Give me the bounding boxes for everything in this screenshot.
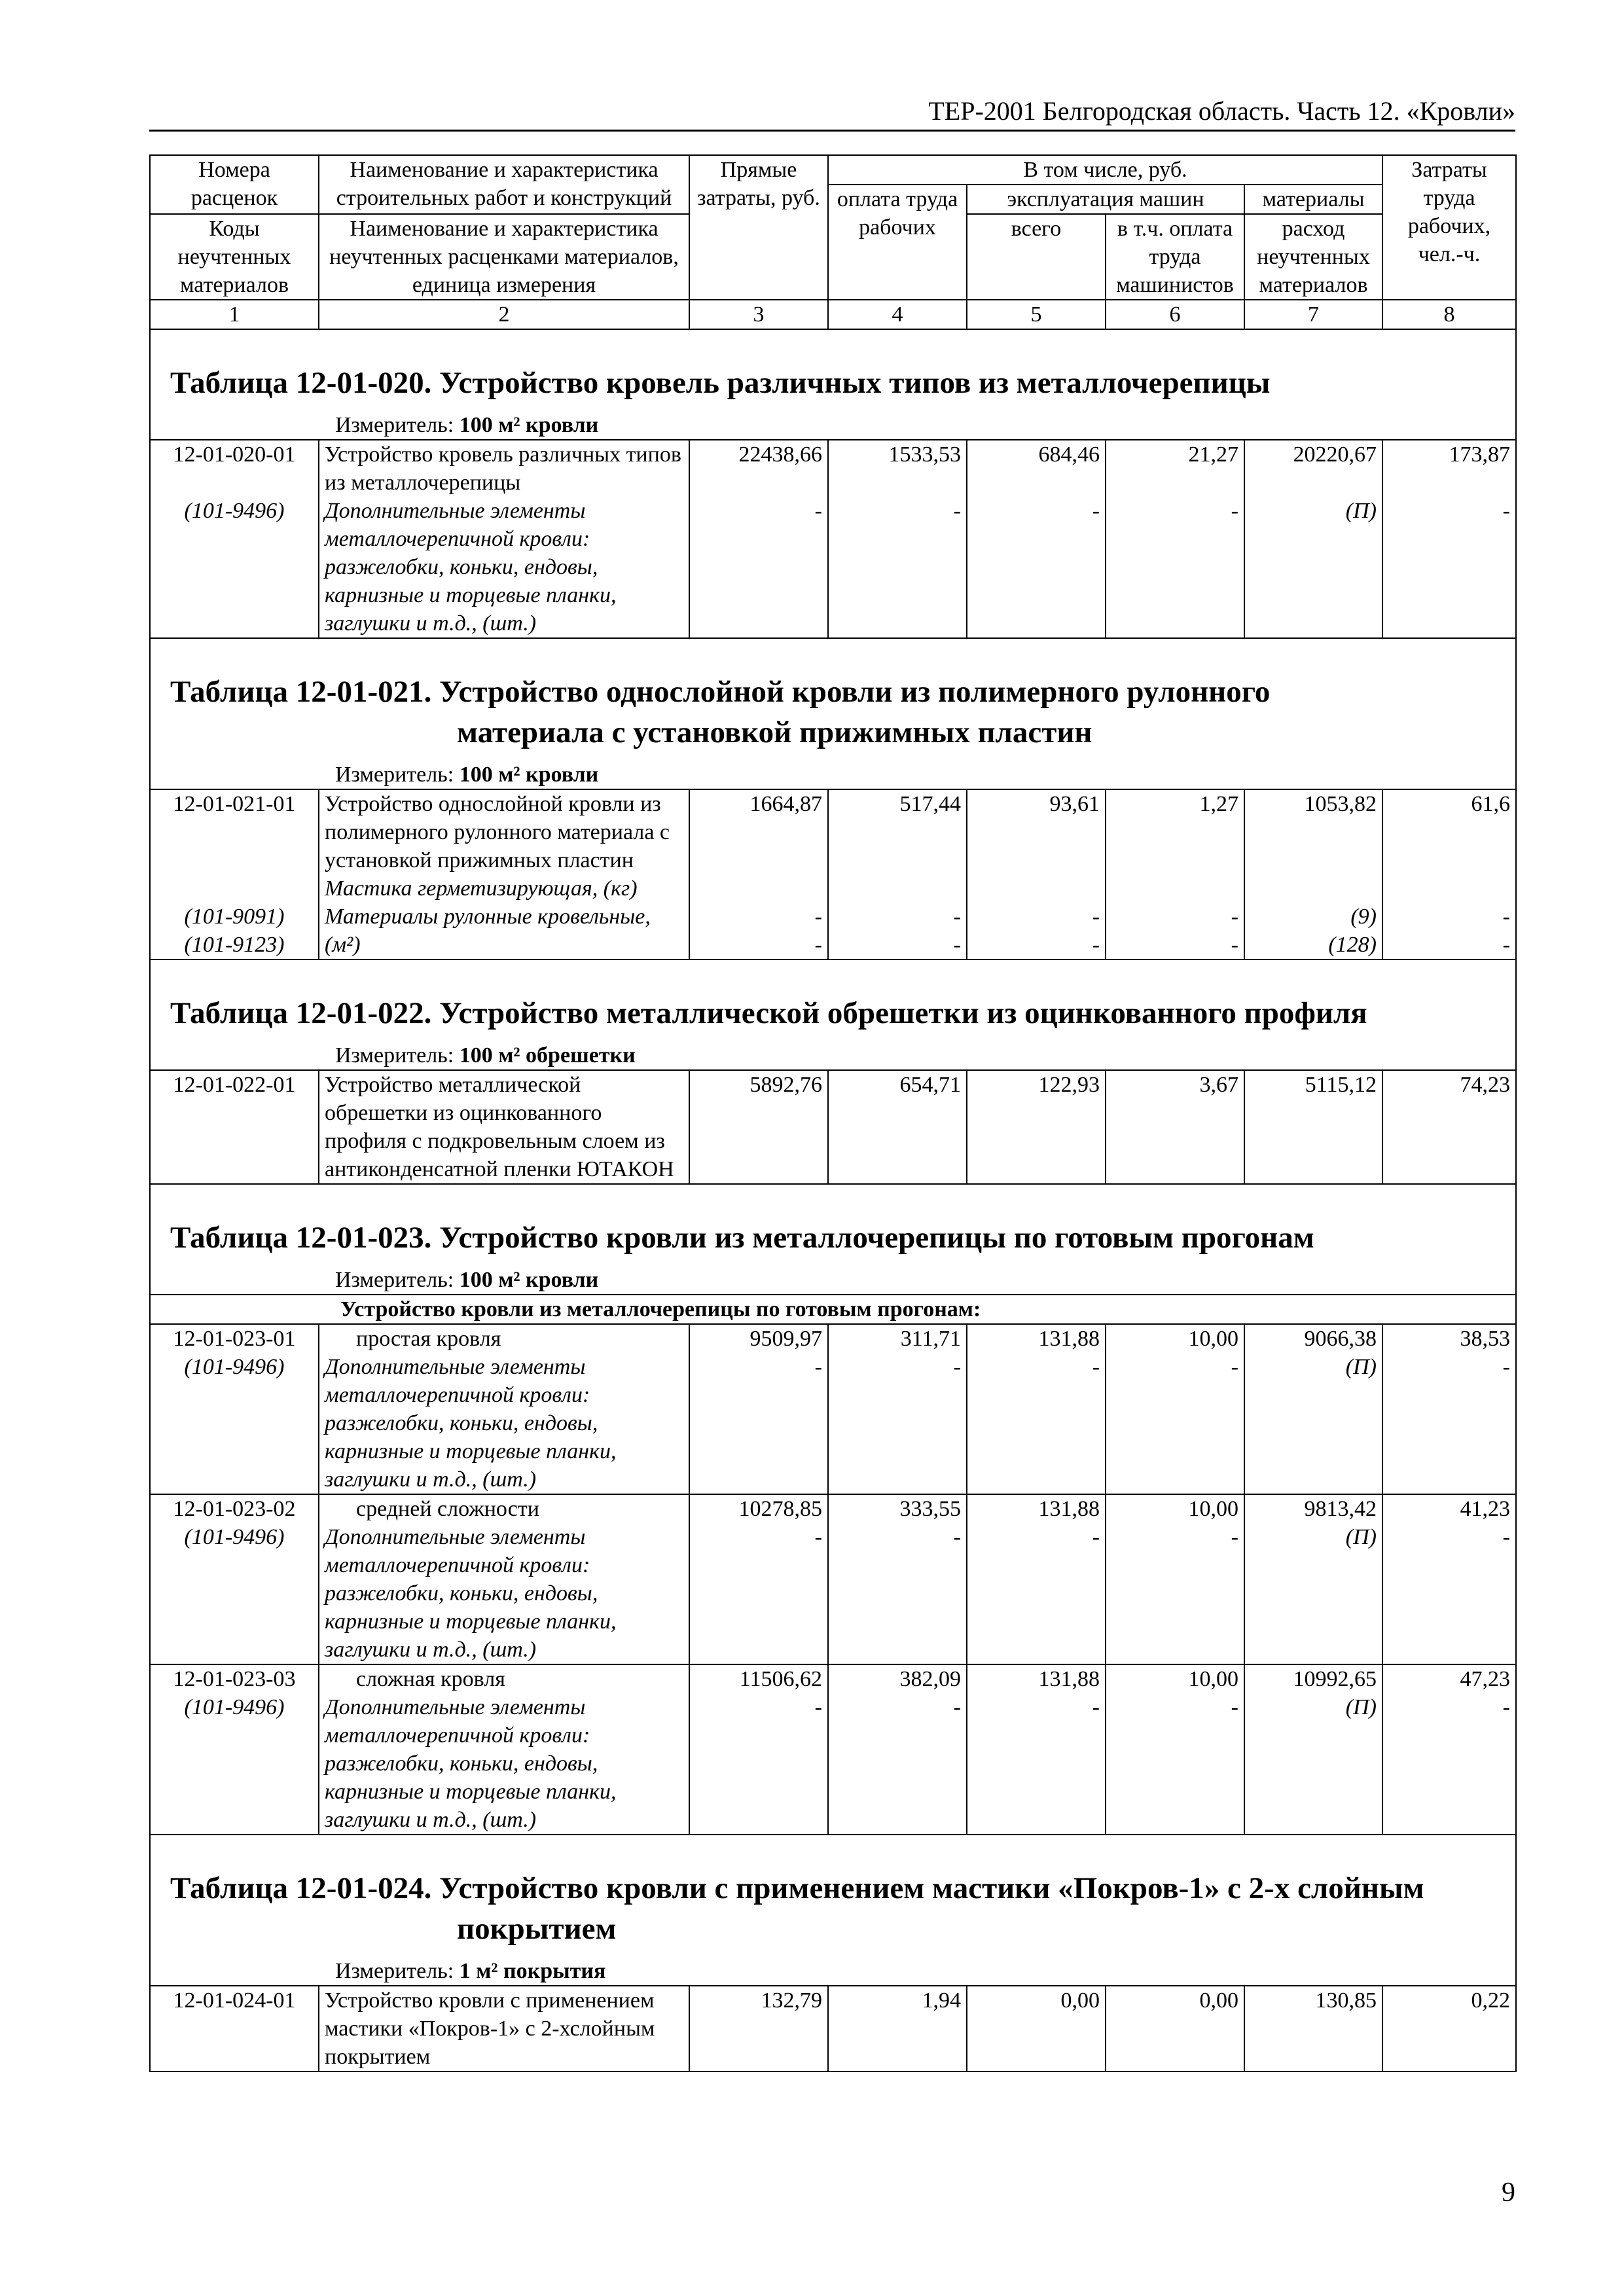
cell-value: 10,00 xyxy=(1188,1667,1238,1691)
row-name xyxy=(319,1494,689,1664)
row-code xyxy=(150,789,319,960)
price-table xyxy=(149,154,1517,2072)
subheading: Устройство кровли из металлочерепицы по готовым прогонам: xyxy=(150,1295,1516,1324)
cell-value: 9509,97 xyxy=(749,1327,822,1351)
direct-cost-cell xyxy=(689,440,828,638)
meter-value: 100 м² обрешетки xyxy=(459,1043,636,1067)
section-header xyxy=(150,329,1516,440)
cell-value: - xyxy=(814,905,822,929)
cell-value: - xyxy=(1502,933,1510,957)
rate-name: сложная кровля xyxy=(356,1667,505,1691)
column-number: 8 xyxy=(1382,300,1516,329)
direct-cost-cell xyxy=(689,1324,828,1494)
column-number-row xyxy=(150,300,1516,329)
machinist-wage-cell xyxy=(1106,789,1244,960)
col3-header: Прямые затраты, руб. xyxy=(689,155,828,300)
labor-hours-cell xyxy=(1382,1664,1516,1835)
section-title: Таблица 12-01-023. Устройство кровли из металлочерепицы по готовым прогонам xyxy=(170,1221,1314,1255)
machines-total-cell xyxy=(967,440,1106,638)
cell-value: - xyxy=(1231,1525,1238,1549)
cell-value: - xyxy=(1231,1355,1238,1379)
materials-cell xyxy=(1244,1664,1382,1835)
column-number: 2 xyxy=(319,300,689,329)
labor-hours-cell: 74,23 xyxy=(1382,1070,1516,1184)
machines-total-cell xyxy=(967,789,1106,960)
material-code: (101-9091) xyxy=(184,905,285,929)
material-name: Дополнительные элементы металлочерепичной кровли: разжелобки, коньки, ендовы, карнизные и торцевые планки, заглушки и т.д., (шт.) xyxy=(325,1525,617,1662)
cell-value: 9813,42 xyxy=(1304,1497,1377,1521)
cell-value: 21,27 xyxy=(1188,442,1238,467)
running-header: ТЕР-2001 Белгородская область. Часть 12. «Кровли» xyxy=(928,96,1515,126)
cell-value: - xyxy=(814,1355,822,1379)
column-number: 6 xyxy=(1106,300,1244,329)
cell-value: - xyxy=(814,499,822,523)
cell-value: (П) xyxy=(1345,499,1377,523)
meter-label: Измеритель: xyxy=(335,413,454,437)
direct-cost-cell: 132,79 xyxy=(689,1986,828,2072)
meter-value: 100 м² кровли xyxy=(459,762,599,787)
cell-value: - xyxy=(814,1525,822,1549)
cell-value: (9) xyxy=(1350,905,1377,929)
cell-value: - xyxy=(1231,905,1238,929)
material-code: (101-9496) xyxy=(184,1525,285,1549)
rate-name: простая кровля xyxy=(356,1327,501,1351)
material-code: (101-9496) xyxy=(184,1695,285,1719)
material-code: (101-9496) xyxy=(184,499,285,523)
col2-header-top: Наименование и характеристика строительных работ и конструкций xyxy=(319,155,689,214)
material-name: Дополнительные элементы металлочерепичной кровли: разжелобки, коньки, ендовы, карнизные и торцевые планки, заглушки и т.д., (шт.) xyxy=(325,1355,617,1492)
table-row xyxy=(150,1324,1516,1494)
cell-value: 93,61 xyxy=(1049,792,1100,816)
cell-value: 173,87 xyxy=(1449,442,1510,467)
col6-header: в т.ч. оплата труда машинистов xyxy=(1106,214,1244,300)
rate-code: 12-01-023-02 xyxy=(173,1497,296,1521)
section-header xyxy=(150,638,1516,789)
labor-wage-cell: 654,71 xyxy=(828,1070,967,1184)
cell-value: - xyxy=(1092,905,1100,929)
direct-cost-cell xyxy=(689,1494,828,1664)
header-rule xyxy=(149,130,1515,132)
rate-code: 12-01-023-01 xyxy=(173,1327,296,1351)
materials-cell xyxy=(1244,1494,1382,1664)
machinist-wage-cell: 0,00 xyxy=(1106,1986,1244,2072)
material-code: (101-9123) xyxy=(184,933,285,957)
material-name: Дополнительные элементы металлочерепичной кровли: разжелобки, коньки, ендовы, карнизные и торцевые планки, заглушки и т.д., (шт.) xyxy=(325,1695,617,1832)
materials-cell xyxy=(1244,1324,1382,1494)
cell-value: - xyxy=(814,1695,822,1719)
cell-value: - xyxy=(953,1525,961,1549)
col1-header-top: Номера расценок xyxy=(150,155,319,214)
section-meter xyxy=(151,403,1515,439)
cell-value: - xyxy=(953,933,961,957)
section-title-line: покрытием xyxy=(457,1912,617,1946)
cell-value: - xyxy=(814,933,822,957)
labor-wage-cell xyxy=(828,1664,967,1835)
row-code xyxy=(150,1664,319,1835)
table-row xyxy=(150,1494,1516,1664)
column-number: 3 xyxy=(689,300,828,329)
cell-value: - xyxy=(1502,1355,1510,1379)
cell-value: 47,23 xyxy=(1460,1667,1510,1691)
material-code: (101-9496) xyxy=(184,1355,285,1379)
machinist-wage-cell xyxy=(1106,440,1244,638)
cell-value: 9066,38 xyxy=(1304,1327,1377,1351)
material-name: Дополнительные элементы металлочерепичной кровли: разжелобки, коньки, ендовы, карнизные и торцевые планки, заглушки и т.д., (шт.) xyxy=(325,499,617,636)
col1-header-bottom: Коды неучтенных материалов xyxy=(150,214,319,300)
cell-value: 311,71 xyxy=(900,1327,961,1351)
cell-value: 684,46 xyxy=(1038,442,1100,467)
cell-value: - xyxy=(953,905,961,929)
table-row xyxy=(150,789,1516,960)
meter-label: Измеритель: xyxy=(335,1043,454,1067)
rate-name: Устройство кровли с применением мастики «Покров-1» с 2-хслойным покрытием xyxy=(319,1986,689,2072)
section-header xyxy=(150,1835,1516,1986)
section-title-line: материала с установкой прижимных пластин xyxy=(457,715,1092,749)
machinist-wage-cell xyxy=(1106,1494,1244,1664)
section-title xyxy=(151,639,1515,753)
rate-name: Устройство кровель различных типов из металлочерепицы xyxy=(325,442,681,495)
material-name: Мастика герметизирующая, (кг) xyxy=(325,876,638,901)
cell-value: 1533,53 xyxy=(888,442,961,467)
cell-value: 10278,85 xyxy=(738,1497,822,1521)
section-meter xyxy=(151,1258,1515,1294)
col5-header: всего xyxy=(967,214,1106,300)
cell-value: - xyxy=(1502,1525,1510,1549)
labor-wage-cell xyxy=(828,440,967,638)
cell-value: 38,53 xyxy=(1460,1327,1510,1351)
table-header-row xyxy=(150,155,1516,185)
row-name xyxy=(319,1324,689,1494)
meter-value: 1 м² покрытия xyxy=(459,1959,606,1983)
rate-code: 12-01-022-01 xyxy=(150,1070,319,1184)
labor-hours-cell xyxy=(1382,440,1516,638)
machines-total-cell: 122,93 xyxy=(967,1070,1106,1184)
cell-value: 131,88 xyxy=(1038,1327,1100,1351)
cell-value: - xyxy=(953,1355,961,1379)
labor-hours-cell xyxy=(1382,1494,1516,1664)
section-title-line: Таблица 12-01-021. Устройство однослойной кровли из полимерного рулонного xyxy=(170,675,1271,709)
cell-value: 333,55 xyxy=(899,1497,961,1521)
column-number: 5 xyxy=(967,300,1106,329)
row-code xyxy=(150,1324,319,1494)
direct-cost-cell xyxy=(689,789,828,960)
section-meter xyxy=(151,753,1515,789)
labor-wage-cell xyxy=(828,1324,967,1494)
section-header xyxy=(150,960,1516,1070)
page-number: 9 xyxy=(1502,2178,1515,2208)
cell-value: - xyxy=(1502,905,1510,929)
cell-value: 10,00 xyxy=(1188,1327,1238,1351)
machinist-wage-cell xyxy=(1106,1664,1244,1835)
cell-value: - xyxy=(1231,1695,1238,1719)
col4-header: оплата труда рабочих xyxy=(828,185,967,300)
cell-value: (П) xyxy=(1345,1355,1377,1379)
cell-value: 131,88 xyxy=(1038,1497,1100,1521)
labor-hours-cell: 0,22 xyxy=(1382,1986,1516,2072)
row-code xyxy=(150,1494,319,1664)
cell-value: 1053,82 xyxy=(1304,792,1377,816)
cell-value: 41,23 xyxy=(1460,1497,1510,1521)
cell-value: 1,27 xyxy=(1199,792,1238,816)
materials-cell: 5115,12 xyxy=(1244,1070,1382,1184)
group-header: В том числе, руб. xyxy=(828,155,1382,185)
machines-group-header: эксплуатация машин xyxy=(967,185,1244,214)
cell-value: (128) xyxy=(1328,933,1377,957)
cell-value: - xyxy=(1502,1695,1510,1719)
material-name: Материалы рулонные кровельные, (м²) xyxy=(325,905,651,957)
col8-header: Затраты труда рабочих, чел.-ч. xyxy=(1382,155,1516,300)
cell-value: - xyxy=(1231,933,1238,957)
cell-value: - xyxy=(1092,1355,1100,1379)
meter-value: 100 м² кровли xyxy=(459,413,599,437)
cell-value: - xyxy=(1231,499,1238,523)
col7-header: расход неучтенных материалов xyxy=(1244,214,1382,300)
rate-name: Устройство однослойной кровли из полимерного рулонного материала с установкой прижимных пластин xyxy=(325,792,670,872)
materials-cell xyxy=(1244,789,1382,960)
cell-value: - xyxy=(1502,499,1510,523)
table-row xyxy=(150,440,1516,638)
machinist-wage-cell xyxy=(1106,1324,1244,1494)
labor-hours-cell xyxy=(1382,789,1516,960)
direct-cost-cell xyxy=(689,1664,828,1835)
labor-wage-cell: 1,94 xyxy=(828,1986,967,2072)
cell-value: - xyxy=(1092,1695,1100,1719)
cell-value: 517,44 xyxy=(899,792,961,816)
direct-cost-cell: 5892,76 xyxy=(689,1070,828,1184)
section-title-line: Таблица 12-01-024. Устройство кровли с применением мастики «Покров-1» с 2-х слойным xyxy=(170,1871,1424,1905)
rate-code: 12-01-020-01 xyxy=(173,442,296,467)
table-row xyxy=(150,1070,1516,1184)
table-row xyxy=(150,1986,1516,2072)
machines-total-cell xyxy=(967,1324,1106,1494)
row-name xyxy=(319,789,689,960)
subheading-row xyxy=(150,1295,1516,1324)
cell-value: - xyxy=(953,1695,961,1719)
rate-name: средней сложности xyxy=(356,1497,539,1521)
meter-label: Измеритель: xyxy=(335,1268,454,1292)
materials-group-header: материалы xyxy=(1244,185,1382,214)
column-number: 1 xyxy=(150,300,319,329)
materials-cell: 130,85 xyxy=(1244,1986,1382,2072)
machines-total-cell xyxy=(967,1494,1106,1664)
meter-value: 100 м² кровли xyxy=(459,1268,599,1292)
machines-total-cell: 0,00 xyxy=(967,1986,1106,2072)
rate-name: Устройство металлической обрешетки из оцинкованного профиля с подкровельным слоем из антиконденсатной пленки ЮТАКОН xyxy=(319,1070,689,1184)
meter-label: Измеритель: xyxy=(335,1959,454,1983)
cell-value: - xyxy=(1092,1525,1100,1549)
cell-value: 382,09 xyxy=(899,1667,961,1691)
column-number: 7 xyxy=(1244,300,1382,329)
cell-value: (П) xyxy=(1345,1695,1377,1719)
section-header xyxy=(150,1184,1516,1295)
rate-code: 12-01-024-01 xyxy=(150,1986,319,2072)
cell-value: 1664,87 xyxy=(749,792,822,816)
row-name xyxy=(319,440,689,638)
cell-value: 131,88 xyxy=(1038,1667,1100,1691)
rate-code: 12-01-021-01 xyxy=(173,792,296,816)
section-meter xyxy=(151,1033,1515,1069)
cell-value: - xyxy=(1092,499,1100,523)
section-title: Таблица 12-01-022. Устройство металлической обрешетки из оцинкованного профиля xyxy=(170,996,1367,1030)
machinist-wage-cell: 3,67 xyxy=(1106,1070,1244,1184)
column-number: 4 xyxy=(828,300,967,329)
section-title xyxy=(151,1835,1515,1949)
section-title: Таблица 12-01-020. Устройство кровель различных типов из металлочерепицы xyxy=(170,366,1271,400)
cell-value: 20220,67 xyxy=(1293,442,1377,467)
rate-code: 12-01-023-03 xyxy=(173,1667,296,1691)
row-code xyxy=(150,440,319,638)
cell-value: - xyxy=(1092,933,1100,957)
cell-value: (П) xyxy=(1345,1525,1377,1549)
cell-value: 10,00 xyxy=(1188,1497,1238,1521)
cell-value: - xyxy=(953,499,961,523)
cell-value: 10992,65 xyxy=(1293,1667,1377,1691)
labor-wage-cell xyxy=(828,1494,967,1664)
section-meter xyxy=(151,1949,1515,1985)
table-row xyxy=(150,1664,1516,1835)
cell-value: 61,6 xyxy=(1471,792,1510,816)
labor-hours-cell xyxy=(1382,1324,1516,1494)
col2-header-bottom: Наименование и характеристика неучтенных расценками материалов, единица измерения xyxy=(319,214,689,300)
meter-label: Измеритель: xyxy=(335,762,454,787)
machines-total-cell xyxy=(967,1664,1106,1835)
cell-value: 11506,62 xyxy=(739,1667,822,1691)
row-name xyxy=(319,1664,689,1835)
materials-cell xyxy=(1244,440,1382,638)
labor-wage-cell xyxy=(828,789,967,960)
cell-value: 22438,66 xyxy=(738,442,822,467)
